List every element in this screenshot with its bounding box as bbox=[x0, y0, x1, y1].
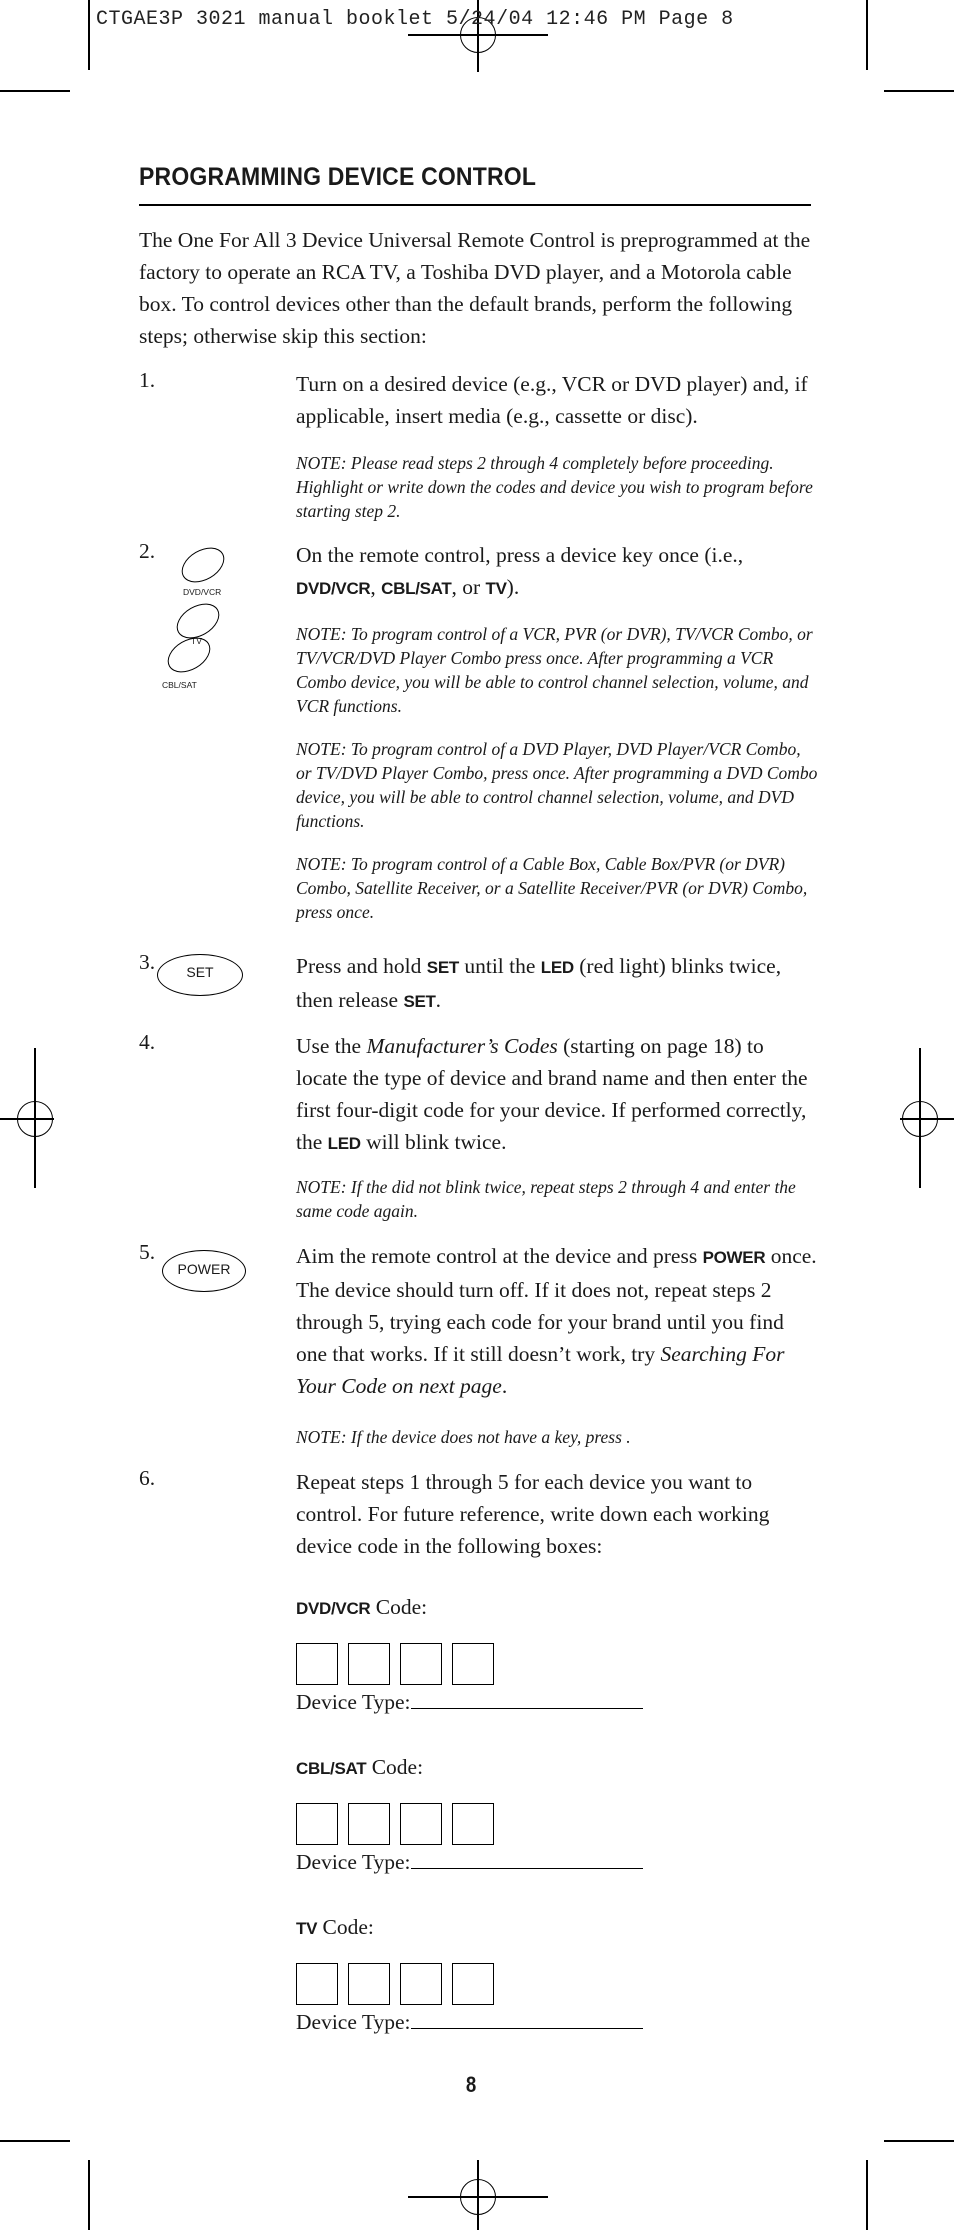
set-button-label: SET bbox=[186, 964, 214, 980]
step-2-note-dvd: NOTE: To program control of a DVD Player, DVD Player/VCR Combo, or TV/DVD Player Combo, press once. After programming a DVD Combo device, you will be able to control channel selection, volume, and DVD functions. bbox=[296, 739, 818, 831]
tv-code-label: TV Code: bbox=[296, 1915, 374, 1939]
code-digit-box[interactable] bbox=[452, 1963, 494, 2005]
dvd-vcr-key-icon bbox=[176, 541, 231, 590]
crop-mark bbox=[0, 2140, 70, 2142]
cbl-sat-key-label: CBL/SAT bbox=[162, 680, 197, 690]
code-digit-box[interactable] bbox=[348, 1803, 390, 1845]
crop-mark bbox=[884, 2140, 954, 2142]
dvd-vcr-code-label: DVD/VCR Code: bbox=[296, 1595, 428, 1619]
step-4-note: NOTE: If the did not blink twice, repeat steps 2 through 4 and enter the same code again. bbox=[296, 1177, 796, 1221]
code-digit-box[interactable] bbox=[296, 1643, 338, 1685]
code-digit-box[interactable] bbox=[348, 1643, 390, 1685]
code-digit-box[interactable] bbox=[452, 1803, 494, 1845]
crop-mark bbox=[88, 2160, 90, 2230]
page-number: 8 bbox=[465, 2072, 477, 2097]
step-1-note: NOTE: Please read steps 2 through 4 completely before proceeding. Highlight or write down the codes and device you wish to program before starting step 2. bbox=[296, 453, 813, 521]
crop-mark bbox=[866, 2160, 868, 2230]
step-number: 3. bbox=[139, 950, 156, 974]
step-6-text: Repeat steps 1 through 5 for each device you want to control. For future reference, write down each working device code in the following boxes: bbox=[296, 1470, 770, 1558]
intro-paragraph: The One For All 3 Device Universal Remote Control is preprogrammed at the factory to operate an RCA TV, a Toshiba DVD player, and a Motorola cable box. To control devices other than the default brands, perform the following steps; otherwise skip this section: bbox=[139, 228, 811, 348]
registration-mark bbox=[902, 1101, 938, 1137]
step-number: 1. bbox=[139, 368, 156, 392]
code-digit-box[interactable] bbox=[400, 1963, 442, 2005]
step-5-note: NOTE: If the device does not have a key, press . bbox=[296, 1427, 631, 1447]
step-2-text: On the remote control, press a device key once (i.e., DVD/VCR, CBL/SAT, or TV). bbox=[296, 543, 744, 599]
step-number: 4. bbox=[139, 1030, 156, 1054]
step-number: 2. bbox=[139, 539, 156, 563]
step-3-text: Press and hold SET until the LED (red light) blinks twice, then release SET. bbox=[296, 954, 782, 1012]
crop-mark bbox=[866, 0, 868, 70]
crop-mark bbox=[88, 0, 90, 70]
cbl-sat-key-icon bbox=[162, 631, 217, 680]
device-type-field[interactable]: Device Type: bbox=[296, 2008, 643, 2035]
dvd-vcr-key-label: DVD/VCR bbox=[183, 587, 222, 597]
step-2-note-vcr: NOTE: To program control of a VCR, PVR (or DVR), TV/VCR Combo, or TV/VCR/DVD Player Combo press once. After programming a VCR Combo device, you will be able to control channel selection, volume, and VCR functions. bbox=[296, 624, 813, 716]
tv-key-label: TV bbox=[191, 636, 202, 646]
page-title: PROGRAMMING DEVICE CONTROL bbox=[139, 163, 537, 191]
code-digit-box[interactable] bbox=[400, 1803, 442, 1845]
registration-mark bbox=[17, 1101, 53, 1137]
device-type-field[interactable]: Device Type: bbox=[296, 1848, 643, 1875]
code-digit-box[interactable] bbox=[400, 1643, 442, 1685]
step-number: 6. bbox=[139, 1466, 156, 1490]
print-slug: CTGAE3P 3021 manual booklet 5/24/04 12:46 PM Page 8 bbox=[96, 8, 734, 31]
code-digit-box[interactable] bbox=[296, 1803, 338, 1845]
crop-mark bbox=[0, 90, 70, 92]
crop-mark bbox=[884, 90, 954, 92]
code-digit-box[interactable] bbox=[296, 1963, 338, 2005]
step-5-text: Aim the remote control at the device and press POWER once. The device should turn off. If it does not, repeat steps 2 through 5, trying each code for your brand until you find one that works. If it still doesn’t work, try Searching For Your Code on next page. bbox=[296, 1244, 817, 1398]
step-number: 5. bbox=[139, 1240, 156, 1264]
power-button-label: POWER bbox=[177, 1261, 231, 1277]
title-rule bbox=[139, 204, 811, 206]
device-type-field[interactable]: Device Type: bbox=[296, 1688, 643, 1715]
registration-mark bbox=[460, 2179, 496, 2215]
step-4-text: Use the Manufacturer’s Codes (starting on page 18) to locate the type of device and brand name and then enter the first four-digit code for your device. If performed correctly, the LED will blink twice. bbox=[296, 1034, 808, 1154]
cbl-sat-code-label: CBL/SAT Code: bbox=[296, 1755, 424, 1779]
step-1-text: Turn on a desired device (e.g., VCR or DVD player) and, if applicable, insert media (e.g., cassette or disc). bbox=[296, 372, 808, 428]
code-digit-box[interactable] bbox=[452, 1643, 494, 1685]
code-digit-box[interactable] bbox=[348, 1963, 390, 2005]
step-2-note-cable: NOTE: To program control of a Cable Box, Cable Box/PVR (or DVR) Combo, Satellite Receiver, or a Satellite Receiver/PVR (or DVR) Combo, press once. bbox=[296, 854, 808, 922]
